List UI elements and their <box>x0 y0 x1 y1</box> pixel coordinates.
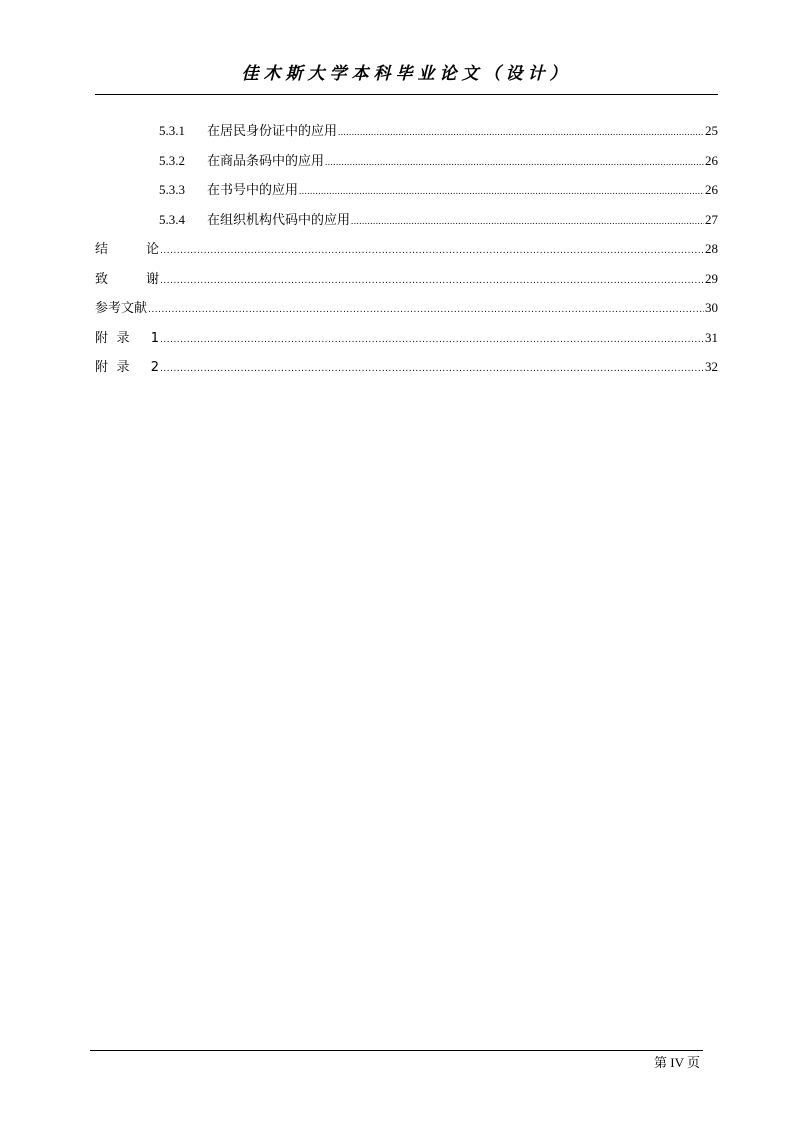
dot-leader <box>160 329 704 351</box>
toc-entry-acknowledgements[interactable] <box>95 268 718 298</box>
toc-entry-page: 28 <box>705 241 718 256</box>
toc-entry-5-3-1[interactable] <box>95 120 718 150</box>
dot-leader <box>160 240 704 262</box>
toc-entry-number: 5.3.3 <box>159 182 185 197</box>
running-header: 佳木斯大学本科毕业论文（设计） <box>241 64 572 84</box>
toc-entry-page: 29 <box>705 270 718 286</box>
footer-rule <box>90 1050 703 1051</box>
page-number: 第 IV 页 <box>654 1055 700 1070</box>
dot-leader <box>325 151 704 173</box>
toc-entry-title: 在书号中的应用 <box>207 182 299 197</box>
header-rule <box>95 94 718 95</box>
toc-entry-title: 在商品条码中的应用 <box>207 152 325 168</box>
toc-entry-title: 致谢 <box>95 271 159 287</box>
dot-leader <box>338 121 704 143</box>
toc-entry-5-3-4[interactable] <box>95 209 718 239</box>
toc-entry-conclusion[interactable] <box>95 238 718 268</box>
toc-entry-page: 26 <box>705 152 718 168</box>
toc-entry-number: 5.3.1 <box>159 123 185 138</box>
toc-entry-page: 25 <box>705 123 718 138</box>
toc-entry-page: 32 <box>705 359 718 374</box>
toc-entry-appendix-2[interactable] <box>95 356 718 386</box>
toc-entry-title: 参考文献 <box>95 301 148 316</box>
dot-leader <box>160 270 704 292</box>
toc-entry-title: 结论 <box>95 242 159 257</box>
toc-entry-page: 26 <box>705 182 718 197</box>
toc-entry-references[interactable] <box>95 297 718 327</box>
toc-entry-5-3-3[interactable] <box>95 179 718 209</box>
toc-entry-appendix-1[interactable] <box>95 327 718 357</box>
dot-leader <box>351 210 704 232</box>
dot-leader <box>299 180 704 202</box>
dot-leader <box>148 299 704 321</box>
toc-entry-page: 31 <box>705 329 718 345</box>
toc-entry-number: 5.3.2 <box>159 152 185 168</box>
table-of-contents <box>95 120 718 386</box>
toc-entry-5-3-2[interactable] <box>95 150 718 180</box>
toc-entry-title: 在居民身份证中的应用 <box>207 123 338 138</box>
toc-entry-title: 附录 2 <box>95 360 159 375</box>
toc-entry-page: 30 <box>705 300 718 315</box>
dot-leader <box>160 358 704 380</box>
toc-entry-number: 5.3.4 <box>159 211 185 227</box>
toc-entry-page: 27 <box>705 211 718 227</box>
toc-entry-title: 附录 1 <box>95 330 159 346</box>
toc-entry-title: 在组织机构代码中的应用 <box>207 211 351 227</box>
